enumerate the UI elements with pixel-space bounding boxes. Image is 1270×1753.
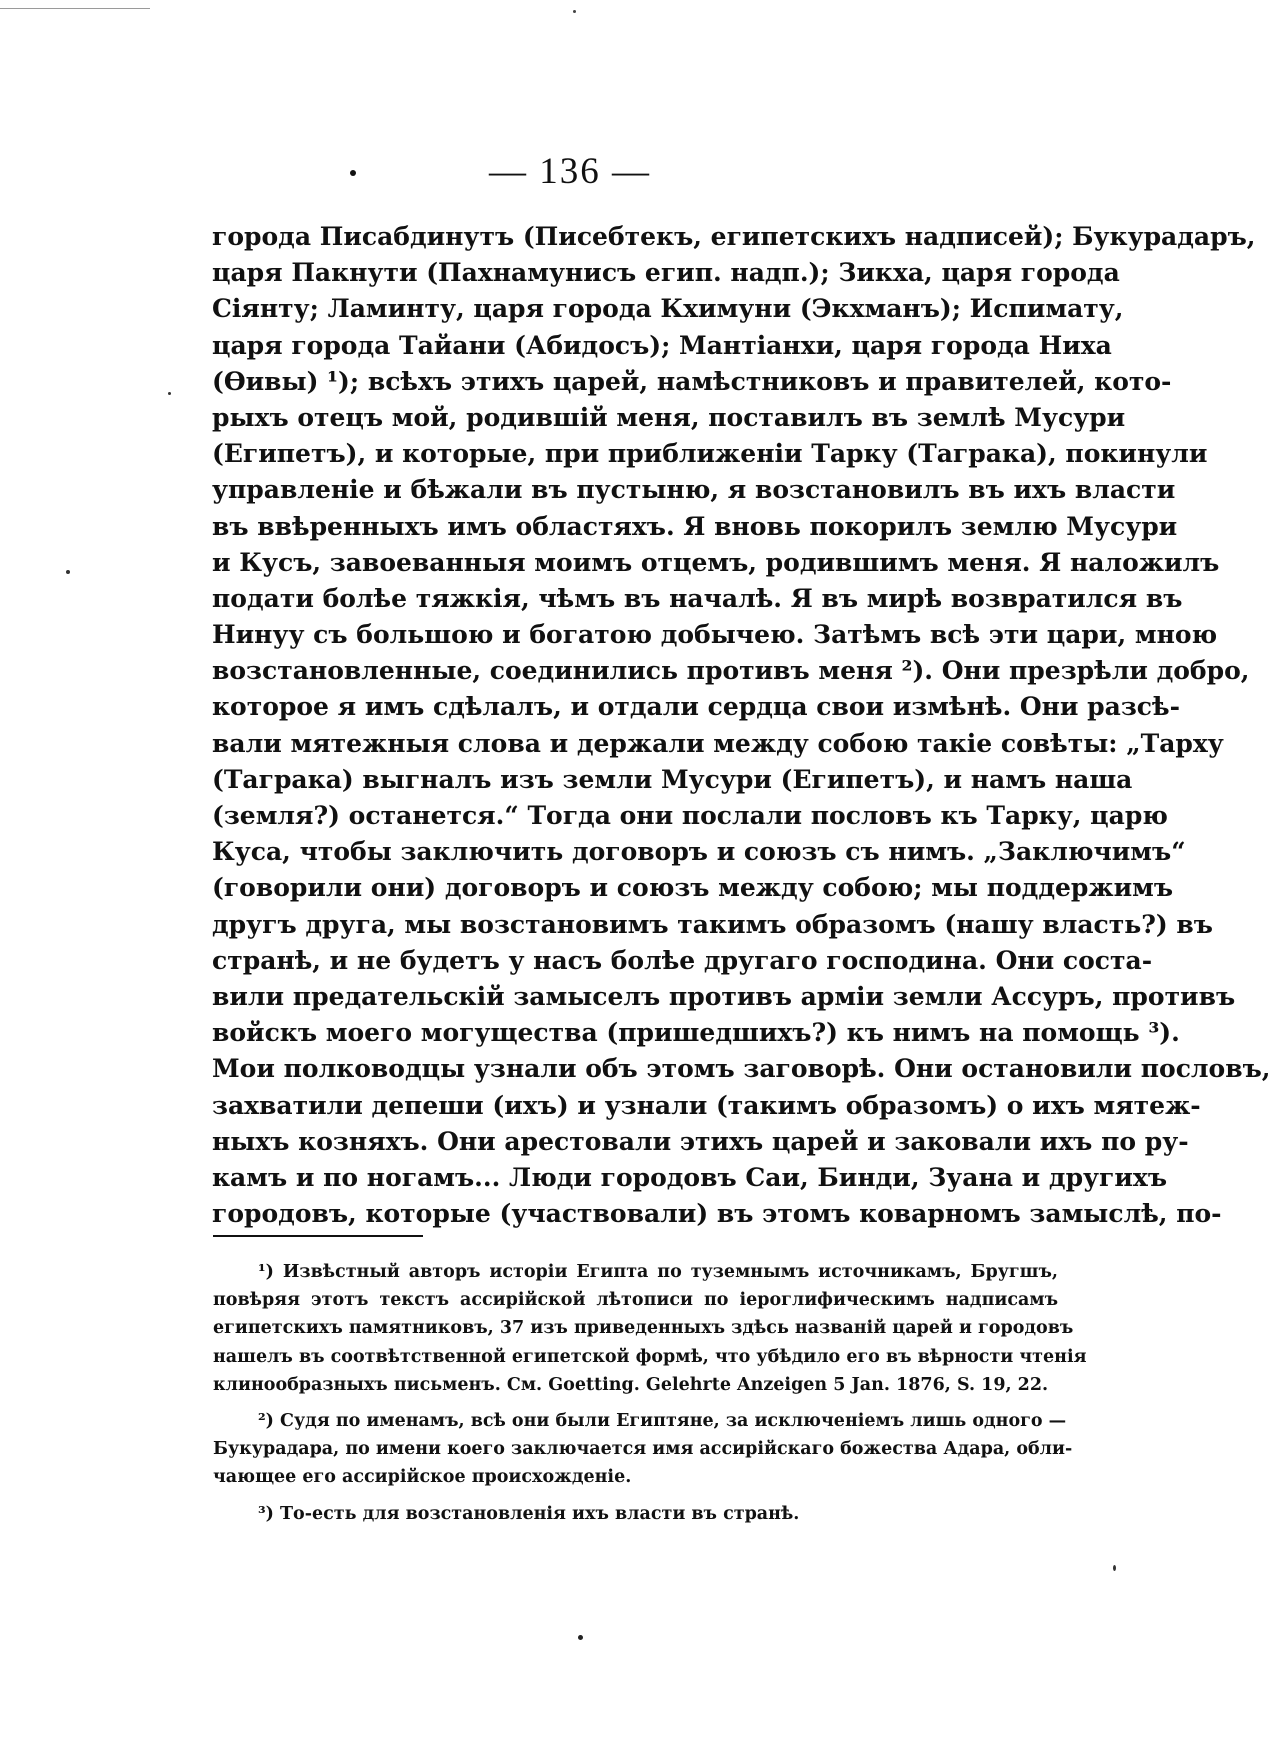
body-line: городовъ, которые (участвовали) въ этомъ коварномъ замыслѣ, по- xyxy=(212,1199,1222,1229)
footnote-line: клинообразныхъ письменъ. См. Goetting. Gelehrte Anzeigen 5 Jan. 1876, S. 19, 22. xyxy=(213,1374,1049,1395)
body-line: (земля?) останется.“ Тогда они послали пословъ къ Тарку, царю xyxy=(212,801,1168,830)
footnote-line: египетскихъ памятниковъ, 37 изъ приведенныхъ здѣсь названій царей и городовъ xyxy=(213,1318,1074,1339)
body-line: ныхъ козняхъ. Они арестовали этихъ царей и заковали ихъ по ру- xyxy=(212,1126,1189,1156)
footnote-2 xyxy=(213,1407,1073,1492)
body-line: рыхъ отецъ мой, родившій меня, поставилъ въ землѣ Мусури xyxy=(212,402,1126,432)
body-line: управленіе и бѣжали въ пустыню, я возстановилъ въ ихъ власти xyxy=(212,475,1176,505)
body-line: вали мятежныя слова и держали между собою такіе совѣты: „Тарху xyxy=(212,728,1224,758)
bottom-mark xyxy=(578,1635,583,1640)
footnote-line: повѣряя этотъ текстъ ассирійской лѣтописи по іероглифическимъ надписамъ xyxy=(213,1290,1058,1311)
body-line: въ ввѣренныхъ имъ областяхъ. Я вновь покорилъ землю Мусури xyxy=(212,511,1178,541)
body-line: возстановленные, соединились противъ меня ²). Они презрѣли добро, xyxy=(212,656,1250,686)
top-edge-mark xyxy=(573,10,576,13)
body-line: царя Пакнути (Пахнамунисъ егип. надп.); Зикха, царя города xyxy=(212,258,1120,288)
body-line: захватили депеши (ихъ) и узнали (такимъ образомъ) о ихъ мятеж- xyxy=(212,1090,1201,1120)
body-line: Куса, чтобы заключить договоръ и союзъ съ нимъ. „Заключимъ“ xyxy=(212,837,1186,867)
body-line: вили предательскій замыселъ противъ арміи земли Ассуръ, противъ xyxy=(212,981,1236,1011)
body-line: и Кусъ, завоеванныя моимъ отцемъ, родившимъ меня. Я наложилъ xyxy=(212,547,1220,577)
body-line: Нинуу съ большою и богатою добычею. Затѣмъ всѣ эти цари, мною xyxy=(212,620,1218,650)
footnote-line: нашелъ въ соотвѣтственной египетской формѣ, что убѣдило его въ вѣрности чтенія xyxy=(213,1346,1087,1367)
footnote-line: чающее его ассирійское происхожденіе. xyxy=(213,1467,632,1488)
footnote-gap xyxy=(213,1492,1058,1500)
footnote-line: Букурадара, по имени коего заключается имя ассирійскаго божества Адара, обли- xyxy=(213,1439,1073,1460)
footnote-separator xyxy=(213,1235,423,1237)
body-line: (Таграка) выгналъ изъ земли Мусури (Египетъ), и намъ наша xyxy=(212,764,1133,794)
body-line: подати болѣе тяжкія, чѣмъ въ началѣ. Я въ мирѣ возвратился въ xyxy=(212,583,1183,613)
body-line: Мои полководцы узнали объ этомъ заговорѣ. Они остановили пословъ, xyxy=(212,1054,1270,1084)
footnote-gap xyxy=(213,1399,1058,1407)
page-header xyxy=(0,150,1140,193)
footnote-line: ¹) Извѣстный авторъ исторіи Египта по туземнымъ источникамъ, Бругшъ, xyxy=(258,1262,1058,1282)
margin-mark xyxy=(168,392,171,395)
body-line: войскъ моего могущества (пришедшихъ?) къ нимъ на помощь ³). xyxy=(212,1018,1180,1048)
body-line: камъ и по ногамъ... Люди городовъ Саи, Бинди, Зуана и другихъ xyxy=(212,1162,1167,1192)
body-line: царя города Тайани (Абидосъ); Мантіанхи, царя города Ниха xyxy=(212,330,1112,360)
footnote-line: ³) То-есть для возстановленія ихъ власти въ странѣ. xyxy=(258,1503,800,1524)
body-line: которое я имъ сдѣлалъ, и отдали сердца свои измѣнѣ. Они разсѣ- xyxy=(212,692,1180,722)
body-line: другъ друга, мы возстановимъ такимъ образомъ (нашу власть?) въ xyxy=(212,909,1213,939)
footnote-1 xyxy=(213,1258,1087,1399)
page-number: — 136 — xyxy=(489,151,651,192)
body-line: странѣ, и не будетъ у насъ болѣе другаго господина. Они соста- xyxy=(212,945,1153,975)
footnotes xyxy=(213,1258,1087,1528)
footnote-line: ²) Судя по именамъ, всѣ они были Египтяне, за исключеніемъ лишь одного — xyxy=(258,1410,1067,1431)
body-line: (говорили они) договоръ и союзъ между собою; мы поддержимъ xyxy=(212,873,1174,903)
body-line: (Өивы) ¹); всѣхъ этихъ царей, намѣстниковъ и правителей, кото- xyxy=(212,366,1172,396)
body-line: (Египетъ), и которые, при приближеніи Тарку (Таграка), покинули xyxy=(212,439,1208,469)
margin-mark xyxy=(66,570,70,574)
top-edge-rule xyxy=(0,8,150,9)
footnote-3 xyxy=(213,1500,1058,1528)
body-line: города Писабдинутъ (Писебтекъ, египетскихъ надписей); Букурадаръ, xyxy=(212,222,1256,251)
main-text xyxy=(212,219,1270,1232)
header-dot-mark xyxy=(350,170,356,176)
margin-mark xyxy=(1113,1565,1116,1571)
body-line: Сіянту; Ламинту, царя города Кхимуни (Экхманъ); Испимату, xyxy=(212,294,1124,324)
